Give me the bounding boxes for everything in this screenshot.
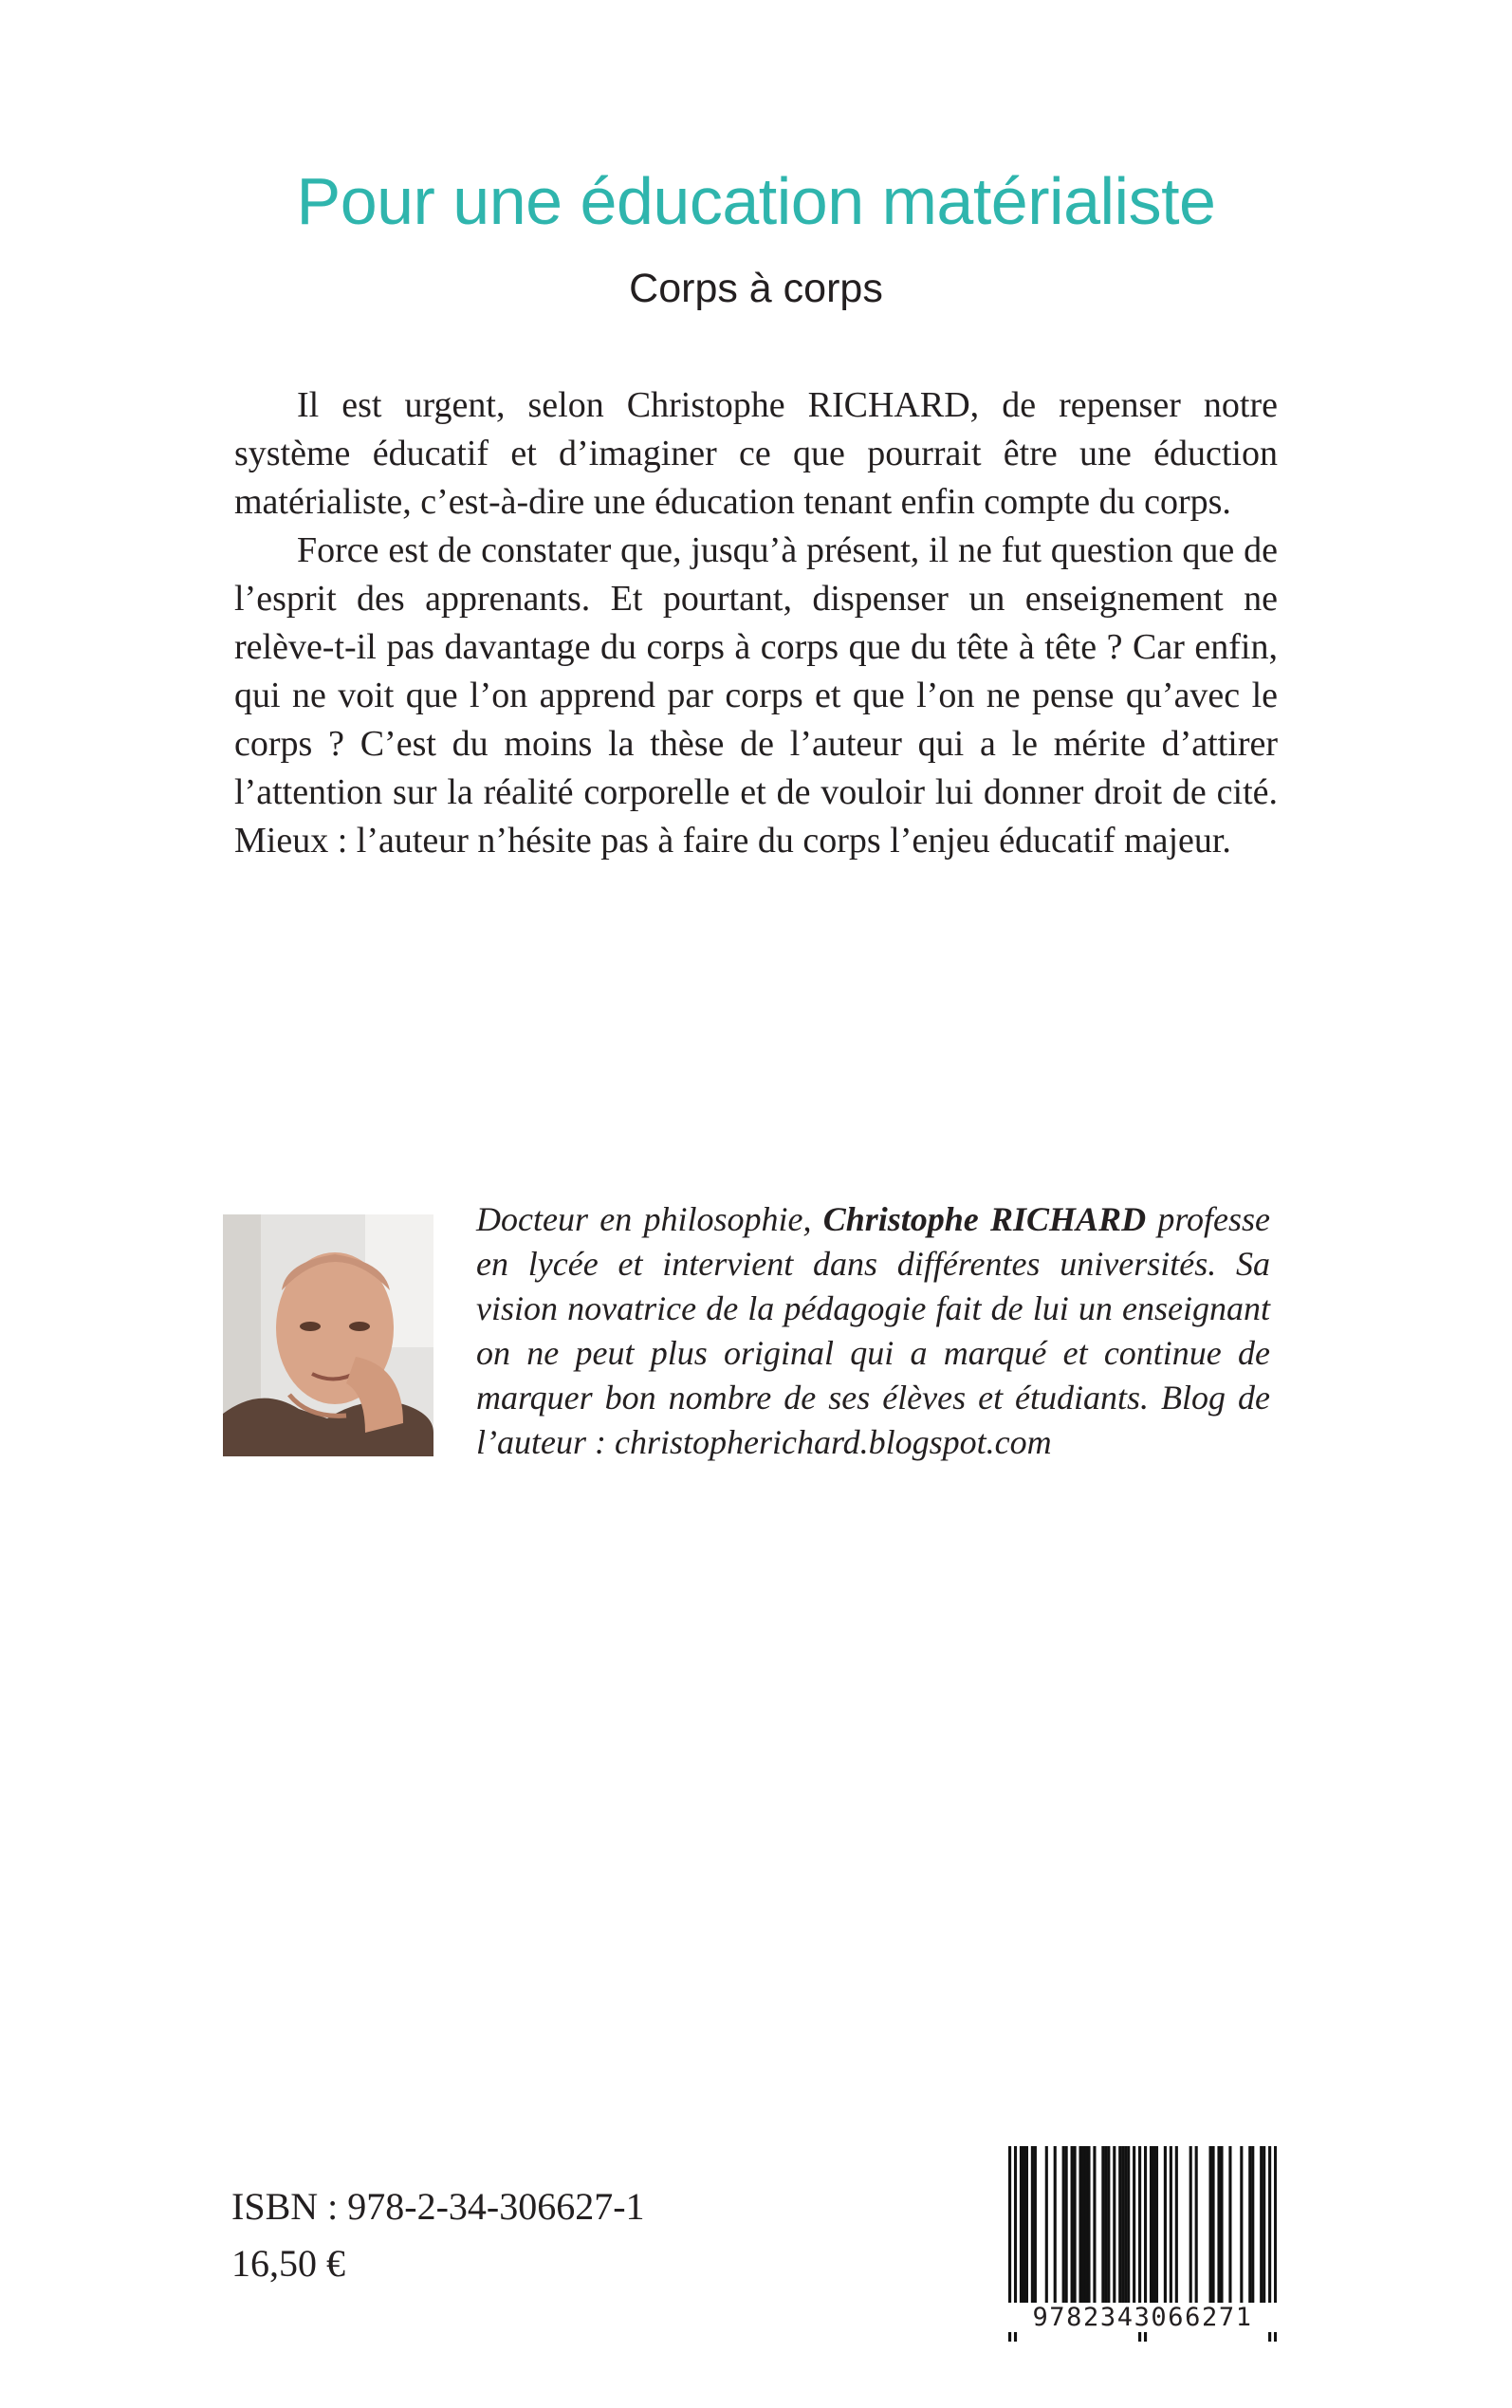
blurb bbox=[234, 381, 1278, 865]
barcode-bar bbox=[1220, 2146, 1223, 2304]
barcode-bar bbox=[1240, 2146, 1243, 2304]
author-photo bbox=[223, 1214, 433, 1456]
barcode-bar bbox=[1087, 2146, 1090, 2304]
barcode-bar bbox=[1209, 2146, 1212, 2304]
barcode-bar bbox=[1045, 2146, 1048, 2304]
barcode-bar bbox=[1211, 2146, 1214, 2304]
barcode-bar bbox=[1121, 2146, 1124, 2304]
barcode-bar bbox=[1093, 2146, 1096, 2304]
barcode-bar bbox=[1084, 2146, 1087, 2304]
barcode-bar bbox=[1034, 2146, 1037, 2304]
barcode-digits: 9782343066271 bbox=[1008, 2303, 1277, 2332]
barcode-bar bbox=[1217, 2146, 1220, 2304]
barcode-bar bbox=[1195, 2146, 1198, 2304]
book-subtitle: Corps à corps bbox=[629, 266, 883, 311]
barcode-bar bbox=[1071, 2146, 1074, 2304]
barcode-bar bbox=[1079, 2146, 1081, 2304]
barcode-bar bbox=[1104, 2146, 1107, 2304]
barcode-bar bbox=[1175, 2146, 1178, 2304]
barcode-bar bbox=[1101, 2146, 1104, 2304]
barcode-bar bbox=[1155, 2146, 1158, 2304]
author-bio bbox=[476, 1197, 1270, 1465]
barcode-bar bbox=[1263, 2146, 1265, 2304]
book-title: Pour une éducation matérialiste bbox=[296, 164, 1216, 238]
barcode-bar bbox=[1023, 2146, 1025, 2304]
barcode-bar bbox=[1113, 2146, 1116, 2304]
barcode-bar bbox=[1074, 2146, 1077, 2304]
barcode-bar bbox=[1062, 2146, 1065, 2304]
barcode-bar bbox=[1152, 2146, 1155, 2304]
author-bio-text: professe en lycée et intervient dans différentes universités. Sa vision novatrice de la pédagogie fait de lui un enseignant on ne peut plus original qui a marqué et continue de marquer bon nombre de ses élèves et étudiants. Blog de l’auteur : christopherichard.blogspot.com bbox=[476, 1200, 1270, 1461]
barcode-bar bbox=[1133, 2146, 1135, 2304]
author-bio-intro: Docteur en philosophie, bbox=[476, 1200, 823, 1238]
barcode-bar bbox=[1170, 2146, 1172, 2304]
barcode-bar bbox=[1248, 2146, 1251, 2304]
isbn: ISBN : 978-2-34-306627-1 bbox=[231, 2185, 645, 2228]
barcode-bar bbox=[1020, 2146, 1023, 2304]
barcode-bar bbox=[1065, 2146, 1068, 2304]
barcode-bar bbox=[1164, 2146, 1167, 2304]
barcode-bar bbox=[1127, 2146, 1130, 2304]
barcode-bar bbox=[1228, 2146, 1231, 2304]
barcode-bar bbox=[1025, 2146, 1028, 2304]
barcode-bar bbox=[1189, 2146, 1192, 2304]
barcode-bar bbox=[1031, 2146, 1034, 2304]
barcode-bar bbox=[1251, 2146, 1254, 2304]
barcode-bar bbox=[1150, 2146, 1152, 2304]
price: 16,50 € bbox=[231, 2242, 345, 2285]
barcode-bar bbox=[1054, 2146, 1057, 2304]
barcode-bar bbox=[1107, 2146, 1110, 2304]
blurb-paragraph-1: Il est urgent, selon Christophe RICHARD, de repenser notre système éducatif et d’imaginer ce que pourrait être une éduction matérialiste, c’est-à-dire une éducation tenant enfin compte du corps. bbox=[234, 385, 1278, 522]
barcode-bar bbox=[1260, 2146, 1263, 2304]
blurb-paragraph-2: Force est de constater que, jusqu’à présent, il ne fut question que de l’esprit des apprenants. Et pourtant, dispenser un enseignement ne relève-t-il pas davantage du corps à corps que du tête à tête ? Car enfin, qui ne voit que l’on apprend par corps et que l’on ne pense qu’avec le corps ? C’est du moins la thèse de l’auteur qui a le mérite d’attirer l’attention sur la réalité corporelle et de vouloir lui donner droit de cité. Mieux : l’auteur n’hésite pas à faire du corps l’enjeu éducatif majeur. bbox=[234, 530, 1278, 861]
author-name: Christophe RICHARD bbox=[822, 1200, 1147, 1238]
barcode-bar bbox=[1124, 2146, 1127, 2304]
barcode-bar bbox=[1118, 2146, 1121, 2304]
barcode-bar bbox=[1081, 2146, 1084, 2304]
